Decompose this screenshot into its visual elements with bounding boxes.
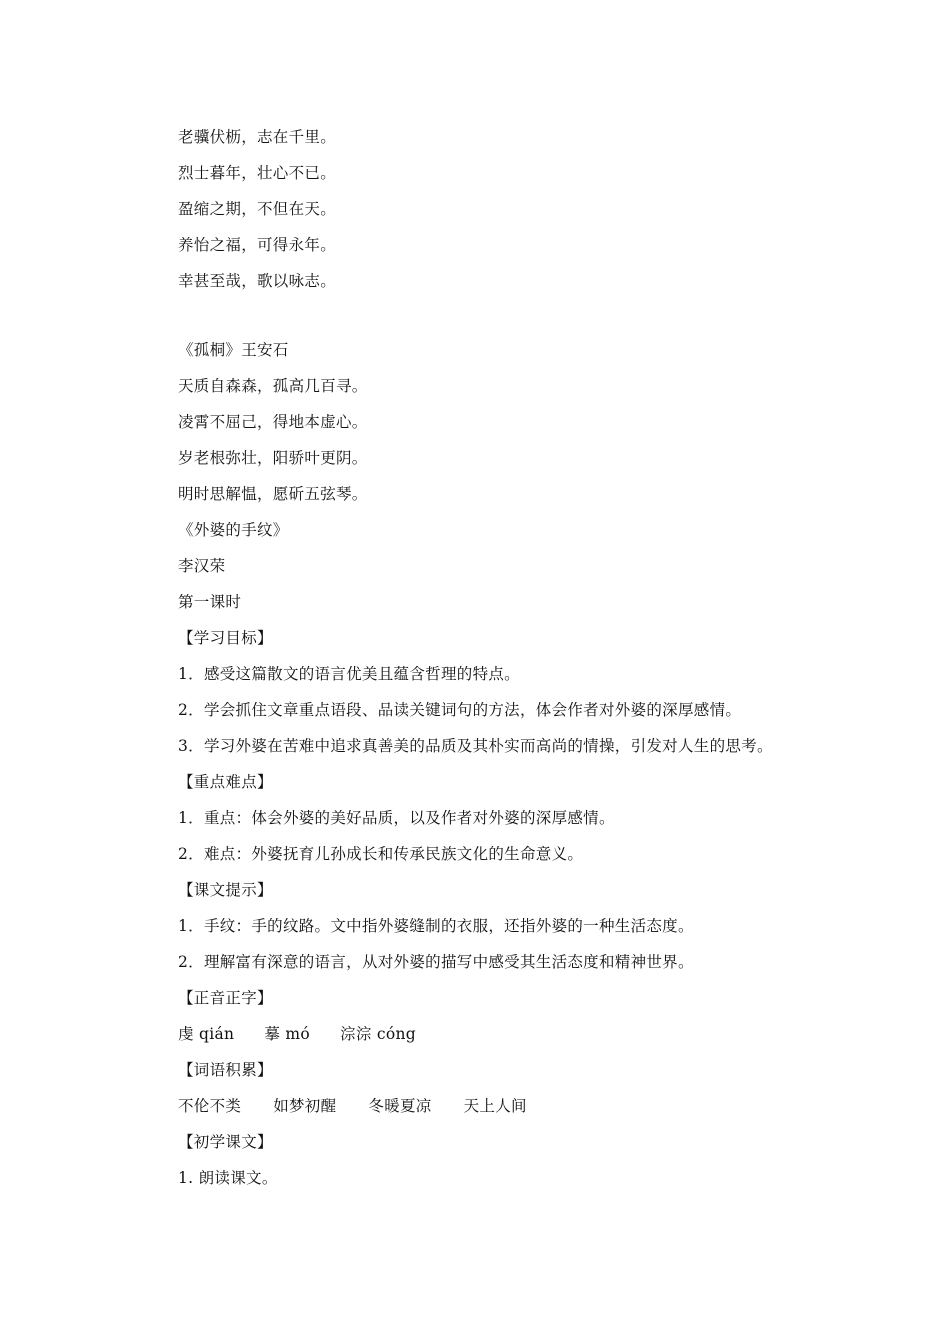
poem-line: 养怡之福，可得永年。	[178, 236, 337, 254]
section-heading: 【词语积累】	[178, 1061, 273, 1079]
poem-line: 幸甚至哉，歌以咏志。	[178, 272, 337, 290]
read-step: 1. 朗读课文。	[178, 1169, 278, 1187]
section-heading: 【学习目标】	[178, 629, 273, 647]
goal-item: 2．学会抓住文章重点语段、品读关键词句的方法，体会作者对外婆的深厚感情。	[178, 701, 742, 719]
pronunciation-row	[178, 1024, 416, 1044]
lesson-author: 李汉荣	[178, 557, 226, 575]
vocab-item: 天上人间	[463, 1097, 527, 1115]
vocab-item: 如梦初醒	[273, 1097, 337, 1115]
goal-item: 3．学习外婆在苦难中追求真善美的品质及其朴实而高尚的情操，引发对人生的思考。	[178, 737, 773, 755]
poem-line: 烈士暮年，壮心不已。	[178, 164, 337, 182]
pron-item: 淙淙 cóng	[340, 1025, 416, 1043]
tip-item: 1．手纹：手的纹路。文中指外婆缝制的衣服，还指外婆的一种生活态度。	[178, 917, 694, 935]
key-item: 1．重点：体会外婆的美好品质，以及作者对外婆的深厚感情。	[178, 809, 615, 827]
tip-item: 2．理解富有深意的语言，从对外婆的描写中感受其生活态度和精神世界。	[178, 953, 694, 971]
lesson-title: 《外婆的手纹》	[178, 521, 289, 539]
section-heading: 【课文提示】	[178, 881, 273, 899]
poem-line: 盈缩之期，不但在天。	[178, 200, 337, 218]
poem-line: 凌霄不屈己，得地本虚心。	[178, 413, 368, 431]
section-heading: 【正音正字】	[178, 989, 273, 1007]
key-item: 2．难点：外婆抚育儿孙成长和传承民族文化的生命意义。	[178, 845, 584, 863]
vocab-row	[178, 1096, 527, 1116]
poem-line: 岁老根弥壮，阳骄叶更阴。	[178, 449, 368, 467]
goal-item: 1．感受这篇散文的语言优美且蕴含哲理的特点。	[178, 665, 520, 683]
poem-line: 老骥伏枥，志在千里。	[178, 128, 337, 146]
poem-line: 天质自森森，孤高几百寻。	[178, 377, 368, 395]
poem-title: 《孤桐》王安石	[178, 341, 289, 359]
vocab-item: 不伦不类	[178, 1097, 242, 1115]
pron-item: 摹 mó	[264, 1025, 311, 1043]
pron-item: 虔 qián	[178, 1025, 235, 1043]
vocab-item: 冬暖夏凉	[368, 1097, 432, 1115]
poem-line: 明时思解愠，愿斫五弦琴。	[178, 485, 368, 503]
section-heading: 【初学课文】	[178, 1133, 273, 1151]
lesson-period: 第一课时	[178, 593, 242, 611]
section-heading: 【重点难点】	[178, 773, 273, 791]
